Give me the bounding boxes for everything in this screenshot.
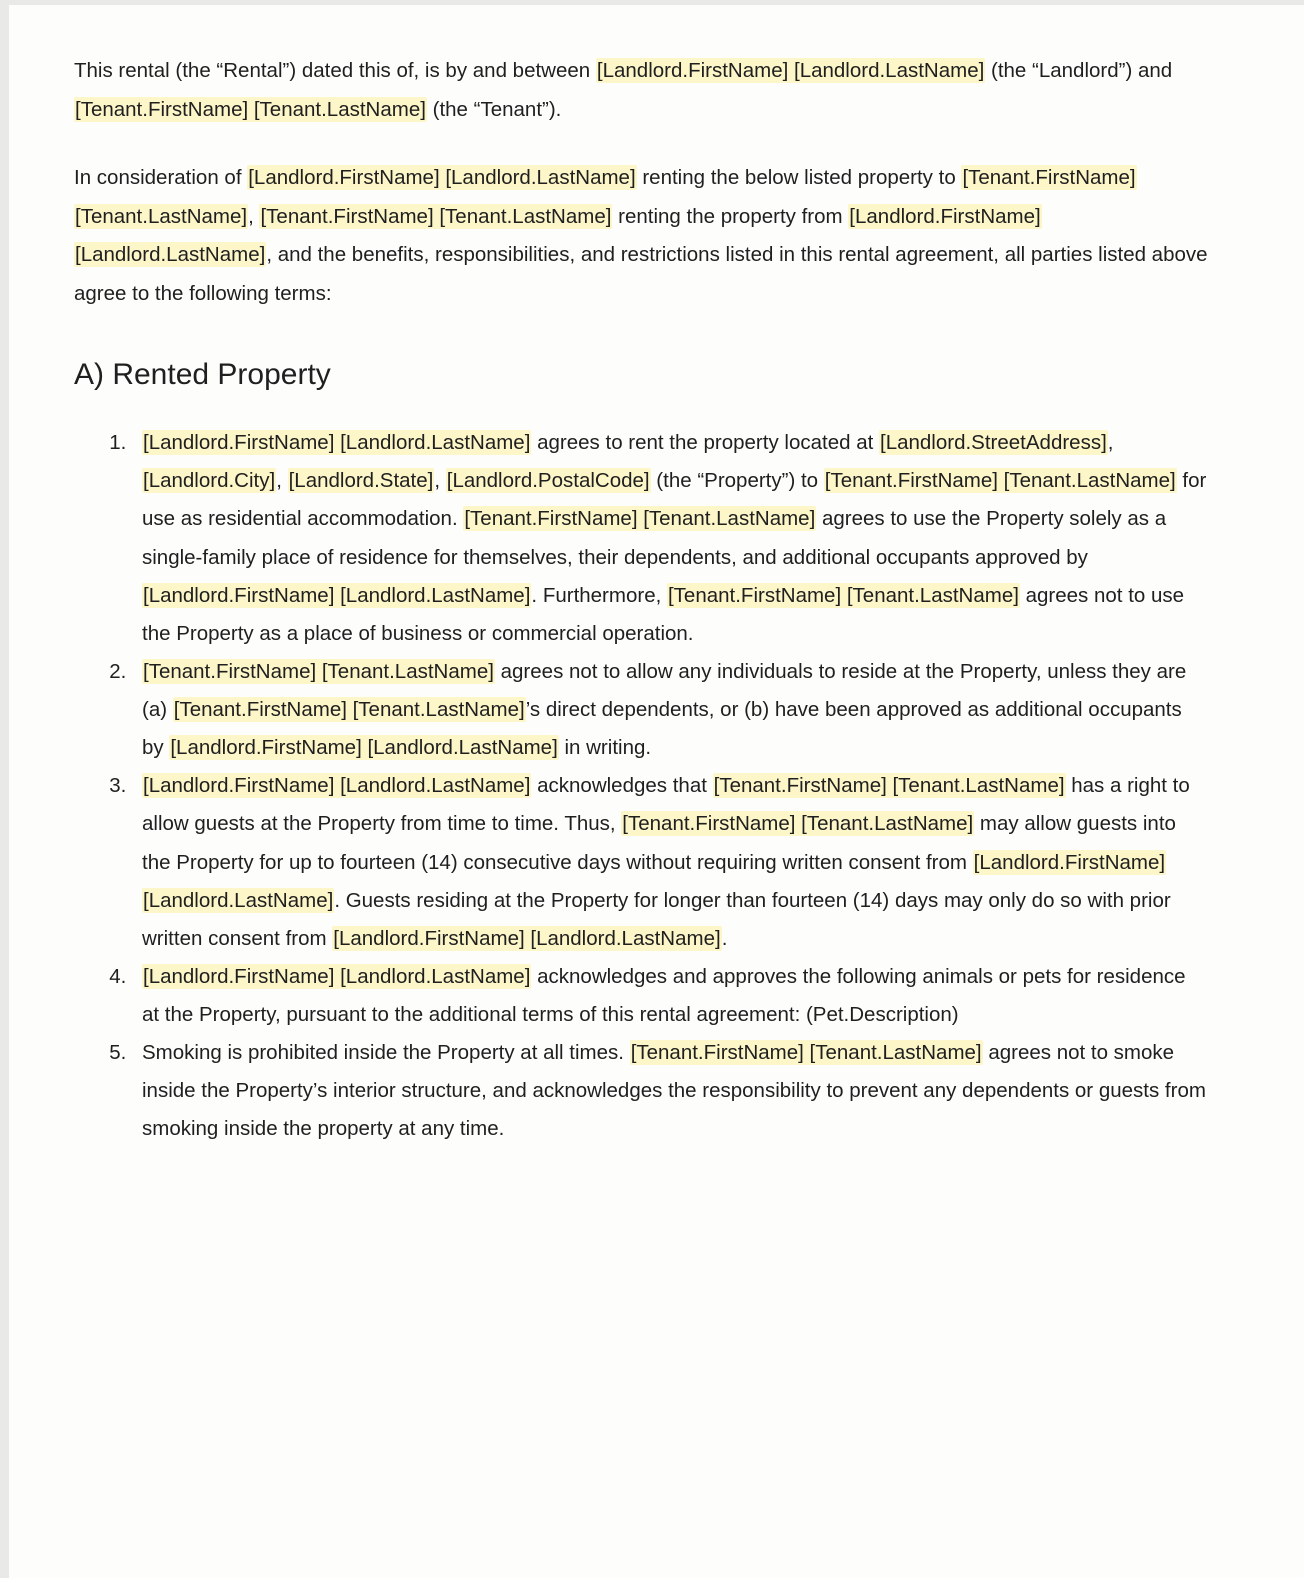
body-text-run: has a right to allow guests at the Property from time to time. Thus, (142, 774, 1190, 836)
term-list-item (132, 653, 1208, 767)
merge-field-token: [Landlord.FirstName] [Landlord.LastName] (143, 850, 1166, 912)
body-text-run: (the “Tenant”). (426, 97, 562, 121)
merge-field-token: [Landlord.FirstName] [Landlord.LastName] (75, 204, 1041, 267)
body-text-run: for use as residential accommodation. (142, 469, 1207, 531)
body-text-run: agrees to use the Property solely as a single-family place of residence for themselves, their dependents, and additional occupants approved by (142, 507, 1167, 569)
merge-field-token: [Landlord.PostalCode] (446, 469, 650, 493)
merge-field-token: [Landlord.FirstName] [Landlord.LastName] (333, 926, 721, 950)
body-text-run: , (248, 204, 260, 228)
intro-paragraph-1 (74, 52, 1208, 129)
merge-field-token: [Landlord.City] (143, 469, 276, 493)
merge-field-token: [Tenant.FirstName] [Tenant.LastName] (173, 698, 525, 722)
merge-field-token: [Landlord.FirstName] [Landlord.LastName] (143, 964, 531, 988)
body-text-run: acknowledges that (531, 774, 713, 798)
body-text-run: ’s direct dependents, or (b) have been approved as additional occupants by (142, 698, 1182, 760)
body-text-run: , (434, 469, 446, 493)
merge-field-token: [Landlord.FirstName] [Landlord.LastName] (143, 583, 531, 607)
merge-field-token: [Landlord.State] (288, 469, 434, 493)
page-left-edge (0, 0, 9, 1578)
merge-field-token: [Tenant.FirstName] [Tenant.LastName] (622, 812, 974, 836)
body-text-run: may allow guests into the Property for up to fourteen (14) consecutive days without requiring written consent from (142, 812, 1176, 874)
merge-field-token: [Tenant.FirstName] [Tenant.LastName] (260, 204, 612, 228)
page-top-edge (0, 0, 1304, 5)
term-list-item (132, 767, 1208, 958)
term-list-item (132, 1034, 1208, 1148)
body-text-run: This rental (the “Rental”) dated this of, is by and between (74, 59, 596, 82)
rented-property-terms-list (74, 424, 1208, 1148)
body-text-run: Smoking is prohibited inside the Property at all times. (142, 1041, 630, 1065)
section-heading-rented-property: A) Rented Property (74, 358, 331, 392)
body-text-run: . Guests residing at the Property for longer than fourteen (14) days may only do so with prior written consent from (142, 888, 1171, 950)
body-text-run: renting the below listed property to (636, 166, 962, 190)
body-text-run: , (276, 469, 288, 493)
term-list-item (132, 958, 1208, 1034)
merge-field-token: [Tenant.FirstName] [Tenant.LastName] (75, 97, 426, 121)
merge-field-token: [Tenant.FirstName] [Tenant.LastName] (630, 1041, 982, 1065)
merge-field-token: [Tenant.FirstName] [Tenant.LastName] (667, 583, 1019, 607)
merge-field-token: [Tenant.FirstName] [Tenant.LastName] (824, 469, 1176, 493)
merge-field-token: [Tenant.FirstName] [Tenant.LastName] (75, 166, 1136, 228)
body-text-run: agrees not to smoke inside the Property’s interior structure, and acknowledges the responsibility to prevent any dependents or guests from smoking inside the property at any time. (142, 1041, 1206, 1141)
body-text-run: agrees not to allow any individuals to reside at the Property, unless they are (a) (142, 659, 1187, 722)
body-text-run: , (1107, 431, 1114, 455)
body-text-run: agrees to rent the property located at (531, 431, 879, 455)
merge-field-token: [Landlord.StreetAddress] (880, 431, 1107, 455)
term-list-item (132, 424, 1208, 653)
merge-field-token: [Landlord.FirstName] [Landlord.LastName] (143, 774, 531, 798)
body-text-run: . Furthermore, (531, 583, 667, 607)
merge-field-token: [Landlord.FirstName] [Landlord.LastName] (170, 736, 558, 760)
body-text-run: In consideration of (74, 166, 248, 190)
merge-field-token: [Landlord.FirstName] [Landlord.LastName] (596, 59, 985, 82)
merge-field-token: [Tenant.FirstName] [Tenant.LastName] (713, 774, 1065, 798)
merge-field-token: [Tenant.FirstName] [Tenant.LastName] (143, 659, 494, 683)
body-text-run: (the “Property”) to (650, 469, 824, 493)
merge-field-token: [Landlord.FirstName] [Landlord.LastName] (248, 166, 636, 190)
body-text-run: . (721, 926, 728, 950)
body-text-run: renting the property from (612, 204, 849, 228)
body-text-run: , and the benefits, responsibilities, and restrictions listed in this rental agreement, all parties listed above agree to the following terms: (74, 243, 1208, 305)
body-text-run: agrees not to use the Property as a place of business or commercial operation. (142, 583, 1185, 645)
body-text-run: in writing. (558, 736, 652, 760)
intro-paragraph-2 (74, 159, 1208, 313)
merge-field-token: [Landlord.FirstName] [Landlord.LastName] (143, 431, 531, 455)
body-text-run: (the “Landlord”) and (985, 59, 1173, 82)
merge-field-token: [Tenant.FirstName] [Tenant.LastName] (464, 507, 816, 531)
body-text-run: acknowledges and approves the following animals or pets for residence at the Property, pursuant to the additional terms of this rental agreement: (Pet.Description) (142, 964, 1186, 1027)
